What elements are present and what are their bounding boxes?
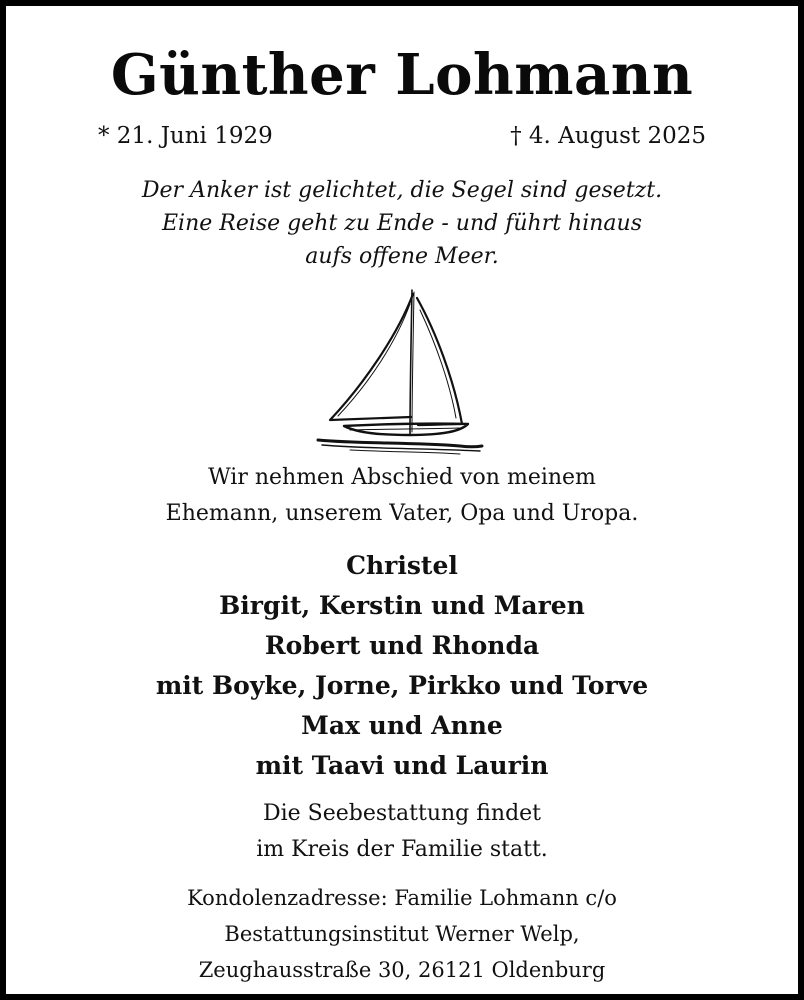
mourner-line: Max und Anne (301, 711, 503, 740)
mourner-line: Birgit, Kerstin und Maren (219, 591, 585, 620)
burial-line: Die Seebestattung findet (262, 801, 542, 826)
burial-line: im Kreis der Familie statt. (256, 837, 548, 862)
mourner-line: Robert und Rhonda (264, 631, 540, 660)
deceased-name: Günther Lohmann (110, 42, 694, 108)
burial-note (6, 796, 798, 868)
mourners-list (6, 546, 798, 786)
sailboat-drawing (310, 284, 486, 462)
birth-date: * 21. Juni 1929 (98, 123, 273, 149)
farewell-text (6, 460, 798, 532)
address-line: Bestattungsinstitut Werner Welp, (224, 922, 580, 946)
motto-line: Der Anker ist gelichtet, die Segel sind gesetzt. (141, 178, 663, 203)
farewell-line: Ehemann, unserem Vater, Opa und Uropa. (165, 501, 639, 526)
condolence-address (6, 880, 798, 988)
motto-line: Eine Reise geht zu Ende - und führt hinaus (161, 211, 642, 236)
address-line: Zeughausstraße 30, 26121 Oldenburg (198, 958, 606, 982)
mourner-line: mit Boyke, Jorne, Pirkko und Torve (155, 671, 649, 700)
motto-line: aufs offene Meer. (305, 244, 499, 269)
life-dates (6, 120, 798, 152)
farewell-line: Wir nehmen Abschied von meinem (208, 465, 596, 490)
death-date: † 4. August 2025 (510, 123, 706, 149)
mourner-line: mit Taavi und Laurin (255, 751, 549, 780)
address-line: Kondolenzadresse: Familie Lohmann c/o (187, 886, 617, 910)
mourner-line: Christel (346, 551, 458, 580)
motto-verse (6, 174, 798, 273)
